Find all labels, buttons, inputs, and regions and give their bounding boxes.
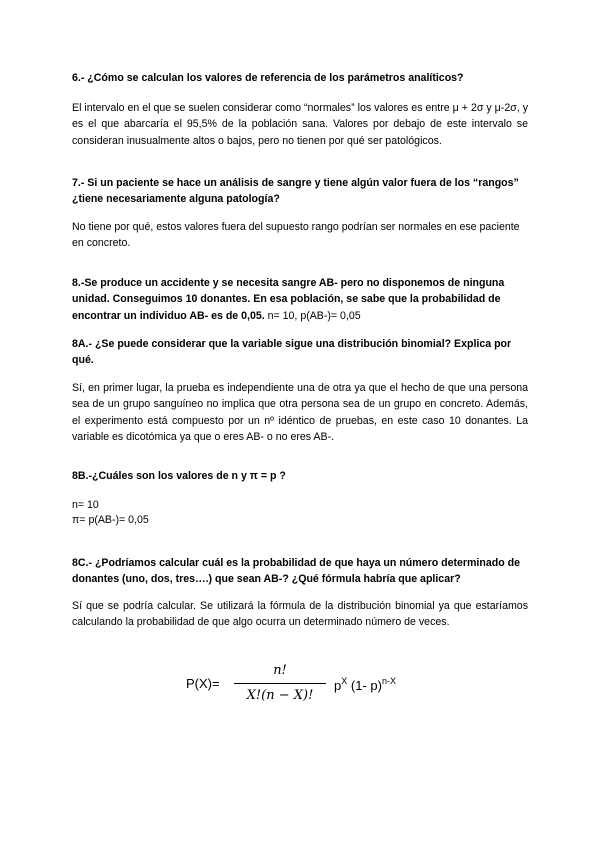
formula-fraction xyxy=(234,660,326,707)
answer-7: No tiene por qué, estos valores fuera del supuesto rango podrían ser normales en ese paciente en concreto. xyxy=(72,221,520,250)
formula-p-exponent: X xyxy=(341,676,348,686)
formula-q-exponent: n-X xyxy=(381,676,396,686)
answer-8b-pi: π= p(AB-)= 0,05 xyxy=(72,514,149,526)
question-8-text: 8.-Se produce un accidente y se necesita sangre AB- pero no disponemos de ninguna unidad. Conseguimos 10 donantes. En esa población, se sabe que la probabilidad de encontrar un individuo AB- es de 0,05. xyxy=(72,277,505,322)
question-8b: 8B.-¿Cuáles son los valores de n y π = p ? xyxy=(72,470,286,482)
answer-8a: Sí, en primer lugar, la prueba es independiente una de otra ya que el hecho de que una persona sea de un grupo sanguíneo no implica que otra persona sea de un grupo en concreto. Además, el experimento está compuesto por un nº idéntico de pruebas, en este caso 10 donantes. La variable es dicotómica ya que o eres AB- o no eres AB-. xyxy=(72,382,528,444)
question-6: 6.- ¿Cómo se calculan los valores de referencia de los parámetros analíticos? xyxy=(72,72,464,84)
question-8-given: n= 10, p(AB-)= 0,05 xyxy=(264,309,361,322)
formula-q-base: (1- p) xyxy=(350,678,382,693)
formula-rhs xyxy=(334,676,396,693)
formula-numerator: n! xyxy=(273,663,287,678)
binomial-formula xyxy=(186,660,446,710)
answer-8c: Sí que se podría calcular. Se utilizará la fórmula de la distribución binomial ya que estaríamos calculando la probabilidad de que algo ocurra un determinado número de veces. xyxy=(72,600,528,629)
question-7: 7.- Si un paciente se hace un análisis de sangre y tiene algún valor fuera de los “rangos” ¿tiene necesariamente alguna patología? xyxy=(72,177,519,206)
answer-8b-n: n= 10 xyxy=(72,499,99,511)
question-8c: 8C.- ¿Podríamos calcular cuál es la probabilidad de que haya un número determinado de donantes (uno, dos, tres….) que sean AB-? ¿Qué fórmula habría que aplicar? xyxy=(72,557,520,586)
formula-lhs: P(X)= xyxy=(186,676,220,691)
question-8a: 8A.- ¿Se puede considerar que la variable sigue una distribución binomial? Explica por qué. xyxy=(72,338,512,367)
formula-p-base: p xyxy=(334,678,342,693)
question-8 xyxy=(72,275,528,324)
fraction-bar xyxy=(234,683,326,684)
answer-6: El intervalo en el que se suelen considerar como “normales” los valores es entre μ + 2σ y μ-2σ, y es el que abarcaría el 95,5% de la población sana. Valores por debajo de este intervalo se consideran inusualmente altos o bajos, pero no tienen por qué ser patológicos. xyxy=(72,102,528,147)
formula-denominator: X!(n − X)! xyxy=(246,688,314,703)
